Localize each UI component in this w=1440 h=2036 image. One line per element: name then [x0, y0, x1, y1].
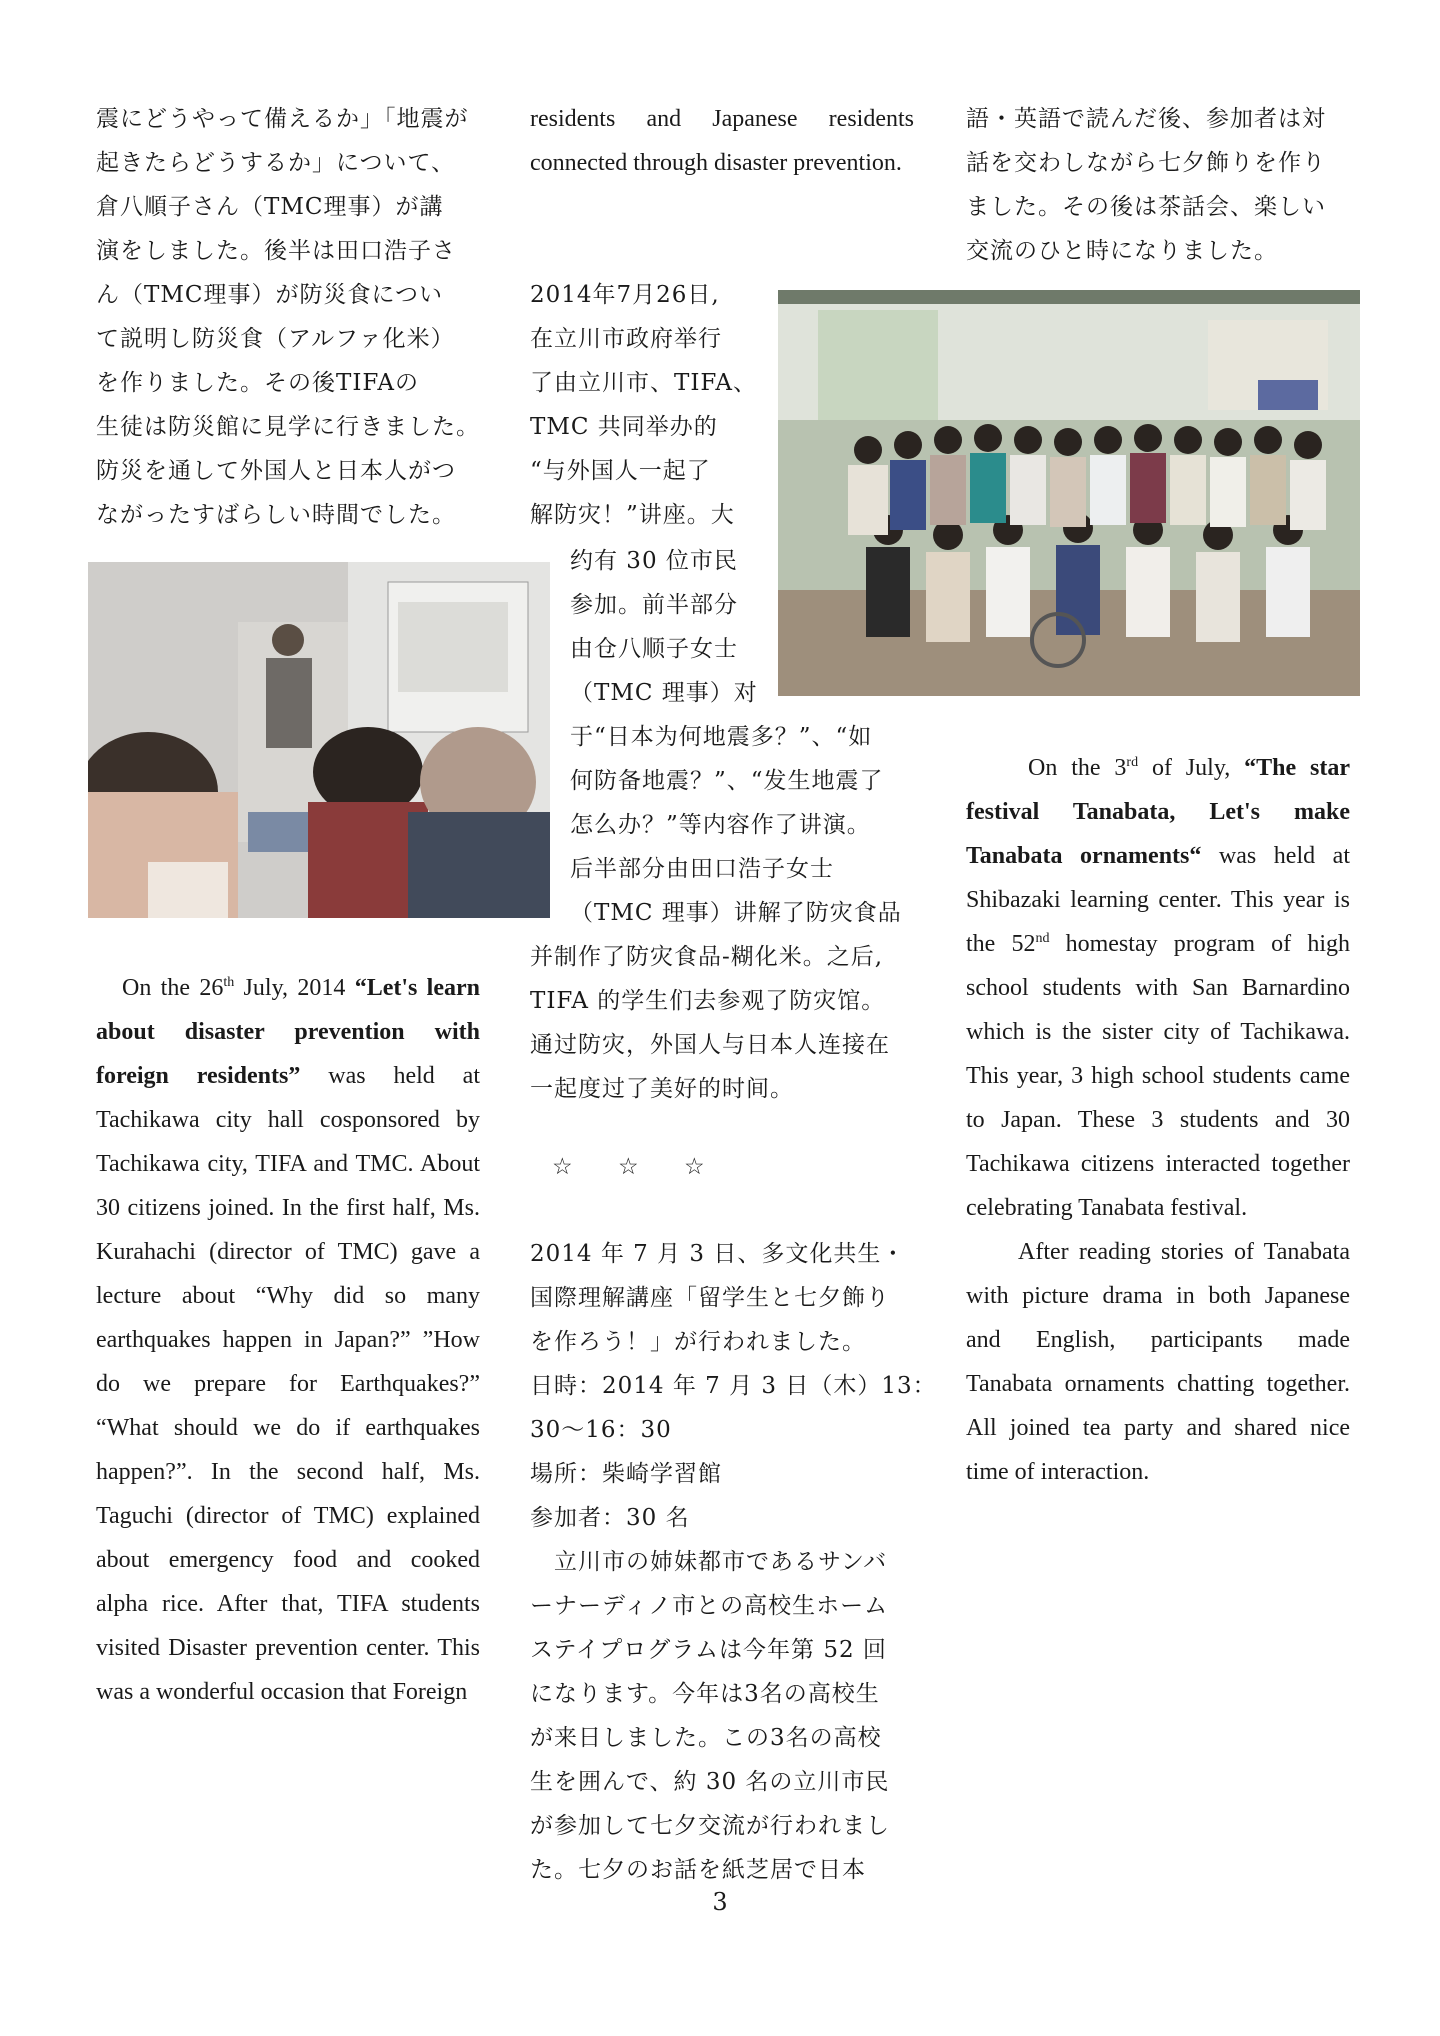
text-line: 話を交わしながら七夕飾りを作り [966, 150, 1326, 176]
group-photo [778, 290, 1360, 696]
section-divider-stars [552, 1145, 852, 1189]
text-line: 倉八順子さん（TMC理事）が講 [96, 194, 444, 220]
column-3-english-2: After reading stories of Tanabata with picture drama in both Japanese and English, participants made Tanabata ornaments chatting together. All joined tea party and shared nice time of interaction. [966, 1239, 1350, 1485]
text-line: 語・英語で読んだ後、参加者は対 [966, 106, 1326, 132]
group-photo-image [778, 290, 1360, 696]
lecture-photo [88, 562, 550, 918]
star-icon: ☆ [552, 1154, 573, 1180]
text-line: 2014 年 7 月 3 日、多文化共生・ [530, 1241, 906, 1267]
text-line: 后半部分由田口浩子女士 [570, 856, 834, 882]
text-line: 2014年7月26日, [530, 282, 720, 308]
column-1-english: On the 26th July, 2014 “Let's learn about disaster prevention with foreign residents” was held at Tachikawa city hall cosponsored by Tachikawa city, TIFA and TMC. About 30 citizens joined. In the first half, Ms. Kurahachi (director of TMC) gave a lecture about “Why did so many earthquakes happen in Japan?” ”How do we prepare for Earthquakes?” “What should we do if earthquakes happen?”. In the second half, Ms. Taguchi (director of TMC) explained about emergency food and cooked alpha rice. After that, TIFA students visited Disaster prevention center. This was a wonderful occasion that Foreign [96, 975, 481, 1705]
text-line: 交流のひと時になりました。 [966, 238, 1278, 264]
column-2-chinese-top [530, 273, 766, 537]
text-line: 日時：2014 年 7 月 3 日（木）13： [530, 1373, 937, 1399]
text-line: 国際理解講座「留学生と七夕飾り [530, 1285, 890, 1311]
text-line: （TMC 理事）对 [570, 680, 758, 706]
text-line: 参加者：30 名 [530, 1505, 690, 1531]
text-line: 于“日本为何地震多？”、“如 [570, 724, 873, 750]
text-line: が来日しました。この3名の高校 [530, 1725, 882, 1751]
text-line: 立川市の姉妹都市であるサンバ [530, 1549, 888, 1575]
column-1-japanese [96, 97, 484, 537]
text-line: “与外国人一起了 [530, 458, 711, 484]
event-title-tanabata: “The star festival Tanabata, Let's make Tanabata ornaments“ [966, 755, 1351, 869]
text-line: ーナーディノ市との高校生ホーム [530, 1593, 889, 1619]
text-line: 在立川市政府举行 [530, 326, 722, 352]
column-2-english-cont: residents and Japanese residents connected through disaster prevention. [530, 106, 914, 176]
text-line: 生を囲んで、約 30 名の立川市民 [530, 1769, 890, 1795]
text-line: て説明し防災食（アルファ化米） [96, 326, 455, 352]
text-line: 约有 30 位市民 [570, 548, 738, 574]
lecture-photo-image [88, 562, 550, 918]
column-2-japanese-tanabata [530, 1232, 937, 1892]
text-line: 解防灾！”讲座。大 [530, 502, 735, 528]
text-line: 怎么办？”等内容作了讲演。 [570, 812, 871, 838]
text-line: 生徒は防災館に見学に行きました。 [96, 414, 480, 440]
text-line: を作ろう！」が行われました。 [530, 1329, 866, 1355]
text-line: 場所：柴崎学習館 [530, 1461, 722, 1487]
star-icon: ☆ [618, 1154, 639, 1180]
text-line: TMC 共同举办的 [530, 414, 718, 440]
text-line: 并制作了防灾食品-糊化米。之后, [530, 944, 884, 970]
text-line: 通过防灾，外国人与日本人连接在 [530, 1032, 890, 1058]
text-line: ながったすばらしい時間でした。 [96, 502, 456, 528]
text-line: 何防备地震？”、“发生地震了 [570, 768, 884, 794]
text-line: 震にどうやって備えるか」「地震が [96, 106, 469, 132]
page-number: 3 [712, 1888, 728, 1916]
text-line: 了由立川市、TIFA、 [530, 370, 757, 396]
text-line: 一起度过了美好的时间。 [530, 1076, 794, 1102]
column-3-english-1: On the 3rd of July, “The star festival Tanabata, Let's make Tanabata ornaments“ was held at Shibazaki learning center. This year is the 52nd homestay program of high school students with San Barnardino which is the sister city of Tachikawa. This year, 3 high school students came to Japan. These 3 students and 30 Tachikawa citizens interacted together celebrating Tanabata festival. After reading stories of Tanabata with picture drama in both Japanese and English, participants made Tanabata ornaments chatting together. All joined tea party and shared nice time of interaction. [966, 746, 1350, 1494]
star-icon: ☆ [684, 1154, 705, 1180]
text-line: ステイプログラムは今年第 52 回 [530, 1637, 887, 1663]
text-line: TIFA 的学生们去参观了防灾馆。 [530, 988, 886, 1014]
text-line: 起きたらどうするか」について、 [96, 150, 456, 176]
text-line: 参加。前半部分 [570, 592, 738, 618]
text-line: ました。その後は茶話会、楽しい [966, 194, 1326, 220]
text-line: 演をしました。後半は田口浩子さ [96, 238, 456, 264]
text-line: が参加して七夕交流が行われまし [530, 1813, 890, 1839]
column-2-chinese-bottom [530, 935, 914, 1111]
column-3-japanese [966, 97, 1354, 273]
event-title-disaster: “Let's learn about disaster prevention with foreign residents” [96, 975, 481, 1089]
text-line: を作りました。その後TIFAの [96, 370, 419, 396]
text-line: ん（TMC理事）が防災食につい [96, 282, 444, 308]
text-line: になります。今年は3名の高校生 [530, 1681, 880, 1707]
text-line: た。七夕のお話を紙芝居で日本 [530, 1857, 866, 1883]
text-line: （TMC 理事）讲解了防灾食品 [570, 900, 902, 926]
text-line: 30〜16：30 [530, 1417, 672, 1443]
text-line: 由仓八顺子女士 [570, 636, 738, 662]
text-line: 防災を通して外国人と日本人がつ [96, 458, 456, 484]
